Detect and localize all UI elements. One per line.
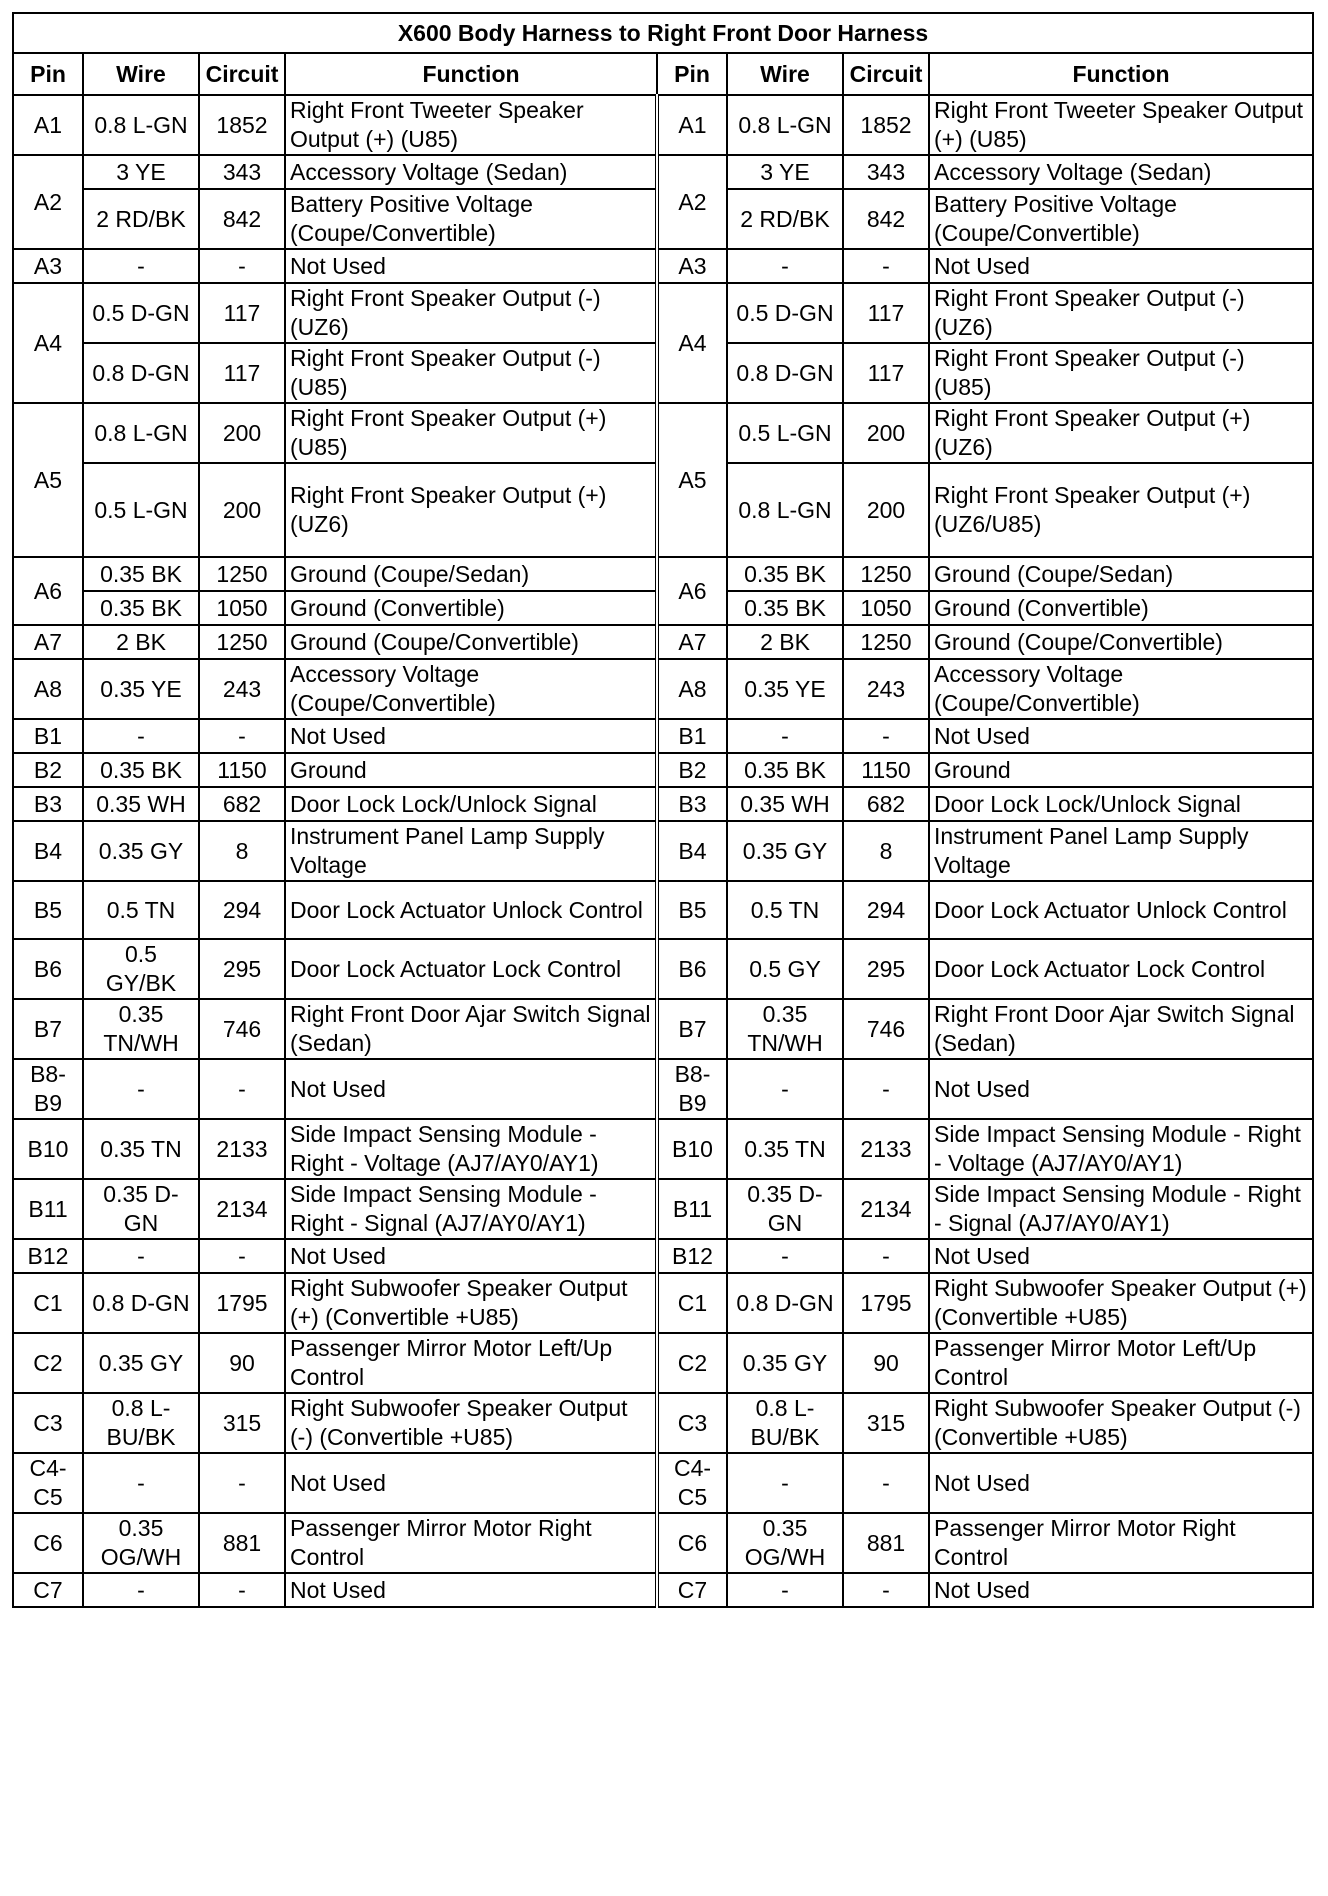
table-row bbox=[13, 1333, 1313, 1393]
left-circuit-cell: 117 bbox=[199, 343, 285, 403]
left-wire-cell: - bbox=[83, 1059, 199, 1119]
left-function-cell: Not Used bbox=[285, 249, 657, 283]
right-circuit-cell: 200 bbox=[843, 463, 929, 557]
right-function-cell: Side Impact Sensing Module - Right - Signal (AJ7/AY0/AY1) bbox=[929, 1179, 1313, 1239]
left-pin-cell: B10 bbox=[13, 1119, 83, 1179]
left-wire-cell: - bbox=[83, 249, 199, 283]
left-wire-cell: 0.35 BK bbox=[83, 557, 199, 591]
right-function-cell: Door Lock Actuator Lock Control bbox=[929, 939, 1313, 999]
left-pin-cell: C3 bbox=[13, 1393, 83, 1453]
left-function-cell: Not Used bbox=[285, 1059, 657, 1119]
left-pin-cell: A2 bbox=[13, 155, 83, 249]
left-function-cell: Right Front Speaker Output (+) (U85) bbox=[285, 403, 657, 463]
right-function-cell: Ground (Coupe/Sedan) bbox=[929, 557, 1313, 591]
left-circuit-cell: 2133 bbox=[199, 1119, 285, 1179]
right-circuit-cell: 842 bbox=[843, 189, 929, 249]
right-pin-cell: A4 bbox=[657, 283, 727, 403]
right-pin-cell: B3 bbox=[657, 787, 727, 821]
right-circuit-cell: - bbox=[843, 249, 929, 283]
right-function-cell: Not Used bbox=[929, 719, 1313, 753]
table-row bbox=[13, 403, 1313, 463]
left-wire-cell: 2 RD/BK bbox=[83, 189, 199, 249]
left-function-cell: Passenger Mirror Motor Right Control bbox=[285, 1513, 657, 1573]
left-pin-cell: C7 bbox=[13, 1573, 83, 1607]
right-pin-cell: B10 bbox=[657, 1119, 727, 1179]
left-function-cell: Right Front Tweeter Speaker Output (+) (U85) bbox=[285, 95, 657, 155]
right-pin-cell: B2 bbox=[657, 753, 727, 787]
right-circuit-cell: 294 bbox=[843, 881, 929, 939]
right-function-cell: Accessory Voltage (Sedan) bbox=[929, 155, 1313, 189]
right-wire-cell: 0.5 TN bbox=[727, 881, 843, 939]
left-wire-cell: 0.35 D-GN bbox=[83, 1179, 199, 1239]
left-circuit-cell: 2134 bbox=[199, 1179, 285, 1239]
header-pin-right: Pin bbox=[657, 53, 727, 95]
table-row bbox=[13, 1059, 1313, 1119]
table-row bbox=[13, 283, 1313, 343]
right-wire-cell: 0.35 TN bbox=[727, 1119, 843, 1179]
left-circuit-cell: 881 bbox=[199, 1513, 285, 1573]
right-circuit-cell: 117 bbox=[843, 343, 929, 403]
left-function-cell: Ground bbox=[285, 753, 657, 787]
table-title: X600 Body Harness to Right Front Door Harness bbox=[13, 13, 1313, 53]
right-wire-cell: 0.8 L-GN bbox=[727, 95, 843, 155]
header-wire-right: Wire bbox=[727, 53, 843, 95]
left-pin-cell: B5 bbox=[13, 881, 83, 939]
right-wire-cell: 0.5 GY bbox=[727, 939, 843, 999]
left-circuit-cell: 315 bbox=[199, 1393, 285, 1453]
left-wire-cell: 0.35 TN/WH bbox=[83, 999, 199, 1059]
right-function-cell: Right Front Speaker Output (-) (U85) bbox=[929, 343, 1313, 403]
right-wire-cell: 0.35 YE bbox=[727, 659, 843, 719]
right-circuit-cell: 682 bbox=[843, 787, 929, 821]
left-wire-cell: 0.5 TN bbox=[83, 881, 199, 939]
table-row bbox=[13, 625, 1313, 659]
right-pin-cell: B7 bbox=[657, 999, 727, 1059]
table-row bbox=[13, 939, 1313, 999]
left-circuit-cell: 1050 bbox=[199, 591, 285, 625]
left-pin-cell: A1 bbox=[13, 95, 83, 155]
right-pin-cell: B6 bbox=[657, 939, 727, 999]
right-function-cell: Instrument Panel Lamp Supply Voltage bbox=[929, 821, 1313, 881]
right-pin-cell: B4 bbox=[657, 821, 727, 881]
harness-table-sheet bbox=[12, 12, 1312, 1608]
left-circuit-cell: 90 bbox=[199, 1333, 285, 1393]
right-wire-cell: 0.35 D-GN bbox=[727, 1179, 843, 1239]
left-function-cell: Door Lock Actuator Lock Control bbox=[285, 939, 657, 999]
right-pin-cell: B5 bbox=[657, 881, 727, 939]
left-circuit-cell: - bbox=[199, 249, 285, 283]
left-function-cell: Ground (Convertible) bbox=[285, 591, 657, 625]
right-wire-cell: 0.5 L-GN bbox=[727, 403, 843, 463]
left-wire-cell: 0.8 L-GN bbox=[83, 95, 199, 155]
right-circuit-cell: 1050 bbox=[843, 591, 929, 625]
right-wire-cell: 0.8 L-GN bbox=[727, 463, 843, 557]
right-circuit-cell: 881 bbox=[843, 1513, 929, 1573]
left-wire-cell: 0.35 YE bbox=[83, 659, 199, 719]
left-wire-cell: 0.35 WH bbox=[83, 787, 199, 821]
left-circuit-cell: - bbox=[199, 719, 285, 753]
right-wire-cell: 3 YE bbox=[727, 155, 843, 189]
left-circuit-cell: 117 bbox=[199, 283, 285, 343]
left-pin-cell: B1 bbox=[13, 719, 83, 753]
left-circuit-cell: 1150 bbox=[199, 753, 285, 787]
right-function-cell: Right Subwoofer Speaker Output (-) (Convertible +U85) bbox=[929, 1393, 1313, 1453]
right-function-cell: Side Impact Sensing Module - Right - Voltage (AJ7/AY0/AY1) bbox=[929, 1119, 1313, 1179]
left-wire-cell: 0.35 BK bbox=[83, 753, 199, 787]
header-row bbox=[13, 53, 1313, 95]
left-pin-cell: B7 bbox=[13, 999, 83, 1059]
left-function-cell: Right Front Speaker Output (-) (U85) bbox=[285, 343, 657, 403]
right-function-cell: Right Front Tweeter Speaker Output (+) (U85) bbox=[929, 95, 1313, 155]
left-circuit-cell: 8 bbox=[199, 821, 285, 881]
left-wire-cell: 2 BK bbox=[83, 625, 199, 659]
left-wire-cell: 0.35 GY bbox=[83, 821, 199, 881]
left-pin-cell: A7 bbox=[13, 625, 83, 659]
left-wire-cell: 0.8 L-BU/BK bbox=[83, 1393, 199, 1453]
right-pin-cell: C7 bbox=[657, 1573, 727, 1607]
right-function-cell: Battery Positive Voltage (Coupe/Convertible) bbox=[929, 189, 1313, 249]
right-pin-cell: B1 bbox=[657, 719, 727, 753]
right-wire-cell: 2 BK bbox=[727, 625, 843, 659]
left-pin-cell: A4 bbox=[13, 283, 83, 403]
right-pin-cell: B11 bbox=[657, 1179, 727, 1239]
right-wire-cell: 0.35 BK bbox=[727, 557, 843, 591]
left-function-cell: Not Used bbox=[285, 1453, 657, 1513]
right-circuit-cell: 2134 bbox=[843, 1179, 929, 1239]
right-wire-cell: 0.8 L-BU/BK bbox=[727, 1393, 843, 1453]
table-row bbox=[13, 557, 1313, 591]
left-pin-cell: B2 bbox=[13, 753, 83, 787]
left-pin-cell: B6 bbox=[13, 939, 83, 999]
right-wire-cell: 0.35 WH bbox=[727, 787, 843, 821]
left-pin-cell: B11 bbox=[13, 1179, 83, 1239]
right-circuit-cell: 2133 bbox=[843, 1119, 929, 1179]
right-pin-cell: A3 bbox=[657, 249, 727, 283]
left-function-cell: Not Used bbox=[285, 719, 657, 753]
right-wire-cell: 0.35 GY bbox=[727, 1333, 843, 1393]
left-function-cell: Right Subwoofer Speaker Output (+) (Convertible +U85) bbox=[285, 1273, 657, 1333]
table-row bbox=[13, 1513, 1313, 1573]
right-wire-cell: 2 RD/BK bbox=[727, 189, 843, 249]
left-function-cell: Battery Positive Voltage (Coupe/Convertible) bbox=[285, 189, 657, 249]
left-circuit-cell: 343 bbox=[199, 155, 285, 189]
left-circuit-cell: 295 bbox=[199, 939, 285, 999]
right-function-cell: Door Lock Lock/Unlock Signal bbox=[929, 787, 1313, 821]
left-function-cell: Not Used bbox=[285, 1239, 657, 1273]
left-circuit-cell: 200 bbox=[199, 463, 285, 557]
pinout-table bbox=[12, 12, 1314, 1608]
right-pin-cell: C4-C5 bbox=[657, 1453, 727, 1513]
left-pin-cell: B3 bbox=[13, 787, 83, 821]
left-function-cell: Accessory Voltage (Sedan) bbox=[285, 155, 657, 189]
left-wire-cell: 0.35 GY bbox=[83, 1333, 199, 1393]
right-wire-cell: - bbox=[727, 1239, 843, 1273]
right-function-cell: Accessory Voltage (Coupe/Convertible) bbox=[929, 659, 1313, 719]
left-circuit-cell: - bbox=[199, 1059, 285, 1119]
right-circuit-cell: 1852 bbox=[843, 95, 929, 155]
table-row bbox=[13, 155, 1313, 189]
left-pin-cell: C2 bbox=[13, 1333, 83, 1393]
right-circuit-cell: 1150 bbox=[843, 753, 929, 787]
right-function-cell: Right Subwoofer Speaker Output (+) (Convertible +U85) bbox=[929, 1273, 1313, 1333]
left-function-cell: Right Subwoofer Speaker Output (-) (Convertible +U85) bbox=[285, 1393, 657, 1453]
right-pin-cell: A1 bbox=[657, 95, 727, 155]
table-row bbox=[13, 1273, 1313, 1333]
right-pin-cell: B12 bbox=[657, 1239, 727, 1273]
right-circuit-cell: 1250 bbox=[843, 557, 929, 591]
right-wire-cell: 0.35 GY bbox=[727, 821, 843, 881]
right-function-cell: Not Used bbox=[929, 1453, 1313, 1513]
right-circuit-cell: 243 bbox=[843, 659, 929, 719]
right-function-cell: Right Front Speaker Output (+) (UZ6) bbox=[929, 403, 1313, 463]
table-row bbox=[13, 95, 1313, 155]
right-wire-cell: - bbox=[727, 1573, 843, 1607]
right-circuit-cell: 295 bbox=[843, 939, 929, 999]
left-circuit-cell: - bbox=[199, 1453, 285, 1513]
left-wire-cell: 0.5 D-GN bbox=[83, 283, 199, 343]
right-pin-cell: A2 bbox=[657, 155, 727, 249]
table-row bbox=[13, 1119, 1313, 1179]
left-wire-cell: 0.5 L-GN bbox=[83, 463, 199, 557]
left-wire-cell: - bbox=[83, 1239, 199, 1273]
left-circuit-cell: - bbox=[199, 1573, 285, 1607]
right-pin-cell: C3 bbox=[657, 1393, 727, 1453]
left-circuit-cell: 1852 bbox=[199, 95, 285, 155]
right-circuit-cell: 1250 bbox=[843, 625, 929, 659]
table-row bbox=[13, 1239, 1313, 1273]
right-wire-cell: - bbox=[727, 719, 843, 753]
right-function-cell: Right Front Speaker Output (+) (UZ6/U85) bbox=[929, 463, 1313, 557]
right-pin-cell: A7 bbox=[657, 625, 727, 659]
table-row bbox=[13, 881, 1313, 939]
header-circuit-right: Circuit bbox=[843, 53, 929, 95]
right-pin-cell: B8-B9 bbox=[657, 1059, 727, 1119]
left-pin-cell: A6 bbox=[13, 557, 83, 625]
header-function-left: Function bbox=[285, 53, 657, 95]
left-function-cell: Instrument Panel Lamp Supply Voltage bbox=[285, 821, 657, 881]
table-row bbox=[13, 1179, 1313, 1239]
right-wire-cell: - bbox=[727, 249, 843, 283]
header-wire-left: Wire bbox=[83, 53, 199, 95]
left-pin-cell: A8 bbox=[13, 659, 83, 719]
left-circuit-cell: 682 bbox=[199, 787, 285, 821]
left-pin-cell: B12 bbox=[13, 1239, 83, 1273]
table-row bbox=[13, 1453, 1313, 1513]
right-circuit-cell: 8 bbox=[843, 821, 929, 881]
left-circuit-cell: 1250 bbox=[199, 557, 285, 591]
right-circuit-cell: 90 bbox=[843, 1333, 929, 1393]
right-pin-cell: A6 bbox=[657, 557, 727, 625]
right-circuit-cell: - bbox=[843, 1573, 929, 1607]
right-pin-cell: C2 bbox=[657, 1333, 727, 1393]
left-function-cell: Side Impact Sensing Module - Right - Voltage (AJ7/AY0/AY1) bbox=[285, 1119, 657, 1179]
right-function-cell: Passenger Mirror Motor Left/Up Control bbox=[929, 1333, 1313, 1393]
right-function-cell: Passenger Mirror Motor Right Control bbox=[929, 1513, 1313, 1573]
left-pin-cell: A3 bbox=[13, 249, 83, 283]
header-pin-left: Pin bbox=[13, 53, 83, 95]
right-circuit-cell: 746 bbox=[843, 999, 929, 1059]
right-pin-cell: A5 bbox=[657, 403, 727, 557]
right-wire-cell: 0.8 D-GN bbox=[727, 1273, 843, 1333]
left-function-cell: Right Front Door Ajar Switch Signal (Sedan) bbox=[285, 999, 657, 1059]
left-pin-cell: B4 bbox=[13, 821, 83, 881]
table-row bbox=[13, 1573, 1313, 1607]
right-pin-cell: C6 bbox=[657, 1513, 727, 1573]
right-circuit-cell: 1795 bbox=[843, 1273, 929, 1333]
left-wire-cell: 0.8 D-GN bbox=[83, 343, 199, 403]
table-row bbox=[13, 1393, 1313, 1453]
header-function-right: Function bbox=[929, 53, 1313, 95]
right-function-cell: Right Front Door Ajar Switch Signal (Sedan) bbox=[929, 999, 1313, 1059]
right-wire-cell: - bbox=[727, 1453, 843, 1513]
right-wire-cell: 0.35 BK bbox=[727, 591, 843, 625]
table-body bbox=[13, 95, 1313, 1607]
right-function-cell: Ground (Coupe/Convertible) bbox=[929, 625, 1313, 659]
left-function-cell: Right Front Speaker Output (-) (UZ6) bbox=[285, 283, 657, 343]
left-function-cell: Ground (Coupe/Convertible) bbox=[285, 625, 657, 659]
left-function-cell: Not Used bbox=[285, 1573, 657, 1607]
right-function-cell: Ground bbox=[929, 753, 1313, 787]
header-circuit-left: Circuit bbox=[199, 53, 285, 95]
right-wire-cell: 0.35 OG/WH bbox=[727, 1513, 843, 1573]
table-row bbox=[13, 753, 1313, 787]
left-wire-cell: 0.35 TN bbox=[83, 1119, 199, 1179]
right-function-cell: Not Used bbox=[929, 1059, 1313, 1119]
left-pin-cell: C6 bbox=[13, 1513, 83, 1573]
right-circuit-cell: - bbox=[843, 1239, 929, 1273]
left-wire-cell: 0.8 D-GN bbox=[83, 1273, 199, 1333]
left-wire-cell: - bbox=[83, 1453, 199, 1513]
right-function-cell: Not Used bbox=[929, 249, 1313, 283]
left-function-cell: Door Lock Actuator Unlock Control bbox=[285, 881, 657, 939]
right-wire-cell: 0.8 D-GN bbox=[727, 343, 843, 403]
left-function-cell: Passenger Mirror Motor Left/Up Control bbox=[285, 1333, 657, 1393]
right-pin-cell: A8 bbox=[657, 659, 727, 719]
right-circuit-cell: - bbox=[843, 1453, 929, 1513]
table-row bbox=[13, 787, 1313, 821]
left-pin-cell: A5 bbox=[13, 403, 83, 557]
left-wire-cell: 0.8 L-GN bbox=[83, 403, 199, 463]
left-circuit-cell: 200 bbox=[199, 403, 285, 463]
table-row bbox=[13, 821, 1313, 881]
right-circuit-cell: - bbox=[843, 719, 929, 753]
left-circuit-cell: 243 bbox=[199, 659, 285, 719]
left-pin-cell: C4-C5 bbox=[13, 1453, 83, 1513]
left-function-cell: Door Lock Lock/Unlock Signal bbox=[285, 787, 657, 821]
right-wire-cell: 0.35 TN/WH bbox=[727, 999, 843, 1059]
right-circuit-cell: 315 bbox=[843, 1393, 929, 1453]
left-wire-cell: 0.35 BK bbox=[83, 591, 199, 625]
left-wire-cell: - bbox=[83, 719, 199, 753]
left-function-cell: Ground (Coupe/Sedan) bbox=[285, 557, 657, 591]
right-function-cell: Not Used bbox=[929, 1573, 1313, 1607]
left-circuit-cell: 746 bbox=[199, 999, 285, 1059]
table-row bbox=[13, 249, 1313, 283]
left-function-cell: Side Impact Sensing Module - Right - Signal (AJ7/AY0/AY1) bbox=[285, 1179, 657, 1239]
table-row bbox=[13, 719, 1313, 753]
right-circuit-cell: 343 bbox=[843, 155, 929, 189]
left-wire-cell: - bbox=[83, 1573, 199, 1607]
left-wire-cell: 0.35 OG/WH bbox=[83, 1513, 199, 1573]
left-wire-cell: 0.5 GY/BK bbox=[83, 939, 199, 999]
left-circuit-cell: 294 bbox=[199, 881, 285, 939]
right-function-cell: Ground (Convertible) bbox=[929, 591, 1313, 625]
right-circuit-cell: 117 bbox=[843, 283, 929, 343]
right-wire-cell: 0.5 D-GN bbox=[727, 283, 843, 343]
right-function-cell: Not Used bbox=[929, 1239, 1313, 1273]
right-wire-cell: - bbox=[727, 1059, 843, 1119]
left-circuit-cell: 842 bbox=[199, 189, 285, 249]
right-pin-cell: C1 bbox=[657, 1273, 727, 1333]
table-row bbox=[13, 659, 1313, 719]
left-pin-cell: C1 bbox=[13, 1273, 83, 1333]
left-function-cell: Right Front Speaker Output (+) (UZ6) bbox=[285, 463, 657, 557]
left-function-cell: Accessory Voltage (Coupe/Convertible) bbox=[285, 659, 657, 719]
right-function-cell: Right Front Speaker Output (-) (UZ6) bbox=[929, 283, 1313, 343]
left-pin-cell: B8-B9 bbox=[13, 1059, 83, 1119]
table-row bbox=[13, 999, 1313, 1059]
right-function-cell: Door Lock Actuator Unlock Control bbox=[929, 881, 1313, 939]
left-circuit-cell: 1250 bbox=[199, 625, 285, 659]
right-wire-cell: 0.35 BK bbox=[727, 753, 843, 787]
right-circuit-cell: - bbox=[843, 1059, 929, 1119]
left-wire-cell: 3 YE bbox=[83, 155, 199, 189]
left-circuit-cell: 1795 bbox=[199, 1273, 285, 1333]
right-circuit-cell: 200 bbox=[843, 403, 929, 463]
left-circuit-cell: - bbox=[199, 1239, 285, 1273]
